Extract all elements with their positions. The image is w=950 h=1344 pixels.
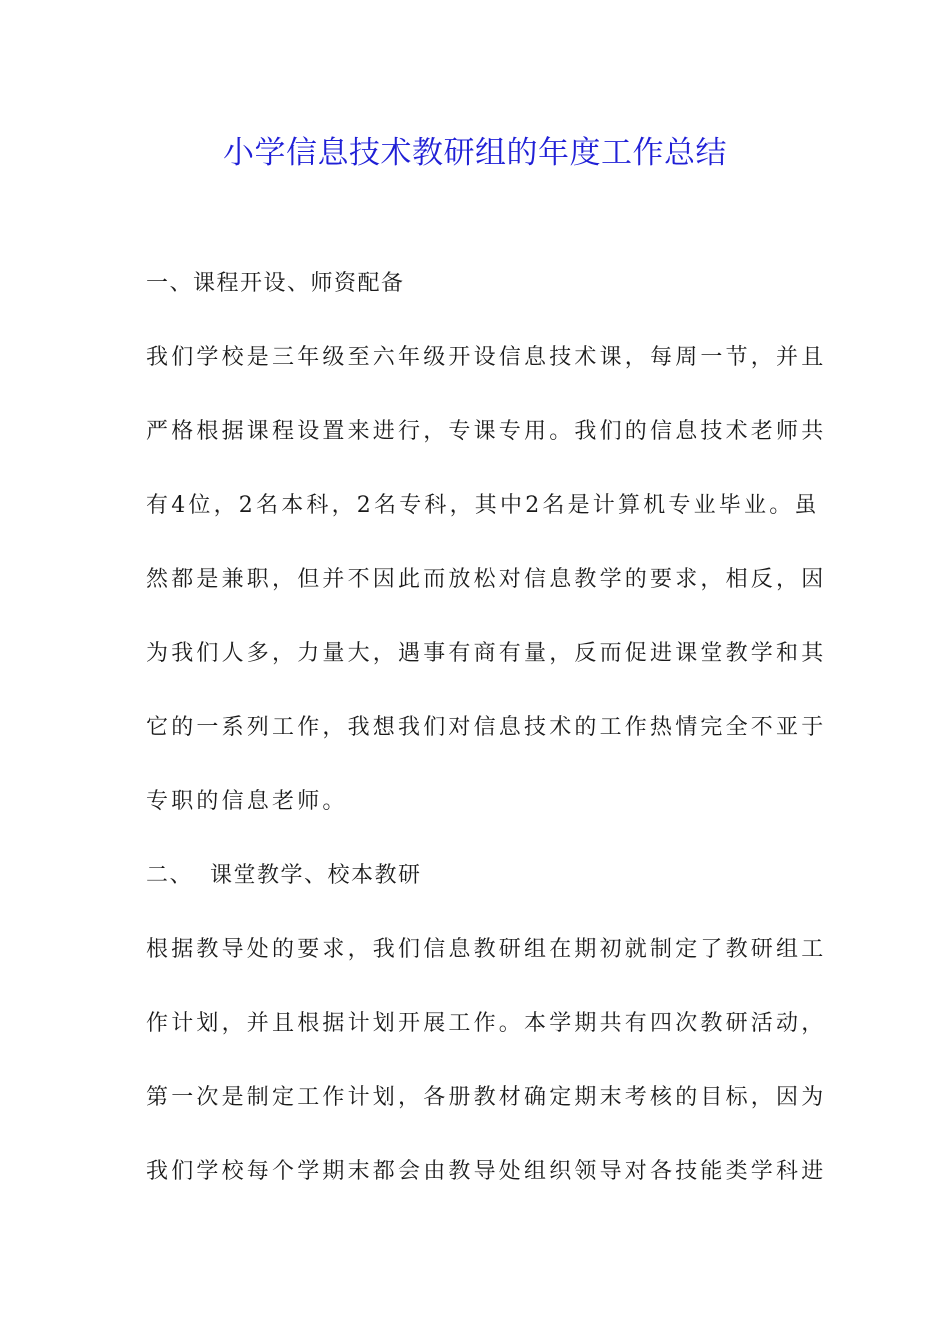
document-title: 小学信息技术教研组的年度工作总结 [223,135,727,171]
paragraph-line: 我们学校每个学期末都会由教导处组织领导对各技能类学科进 [146,1159,827,1184]
paragraph-line: 根据教导处的要求，我们信息教研组在期初就制定了教研组工 [146,937,827,962]
paragraph-line: 作计划，并且根据计划开展工作。本学期共有四次教研活动， [146,1011,827,1036]
paragraph-line: 专职的信息老师。 [146,789,348,814]
paragraph-line: 严格根据课程设置来进行，专课专用。我们的信息技术老师共 [146,419,827,444]
section-heading-2: 二、 课堂教学、校本教研 [146,863,422,888]
section-heading-1: 一、课程开设、师资配备 [146,271,405,296]
paragraph-line: 为我们人多，力量大，遇事有商有量，反而促进课堂教学和其 [146,641,827,666]
paragraph-line: 有4位，2名本科，2名专科，其中2名是计算机专业毕业。虽 [146,493,820,518]
paragraph-line: 它的一系列工作，我想我们对信息技术的工作热情完全不亚于 [146,715,827,740]
document-body [146,262,827,1224]
paragraph-line: 我们学校是三年级至六年级开设信息技术课，每周一节，并且 [146,345,827,370]
paragraph-line: 第一次是制定工作计划，各册教材确定期末考核的目标，因为 [146,1085,827,1110]
paragraph-line: 然都是兼职，但并不因此而放松对信息教学的要求，相反，因 [146,567,827,592]
